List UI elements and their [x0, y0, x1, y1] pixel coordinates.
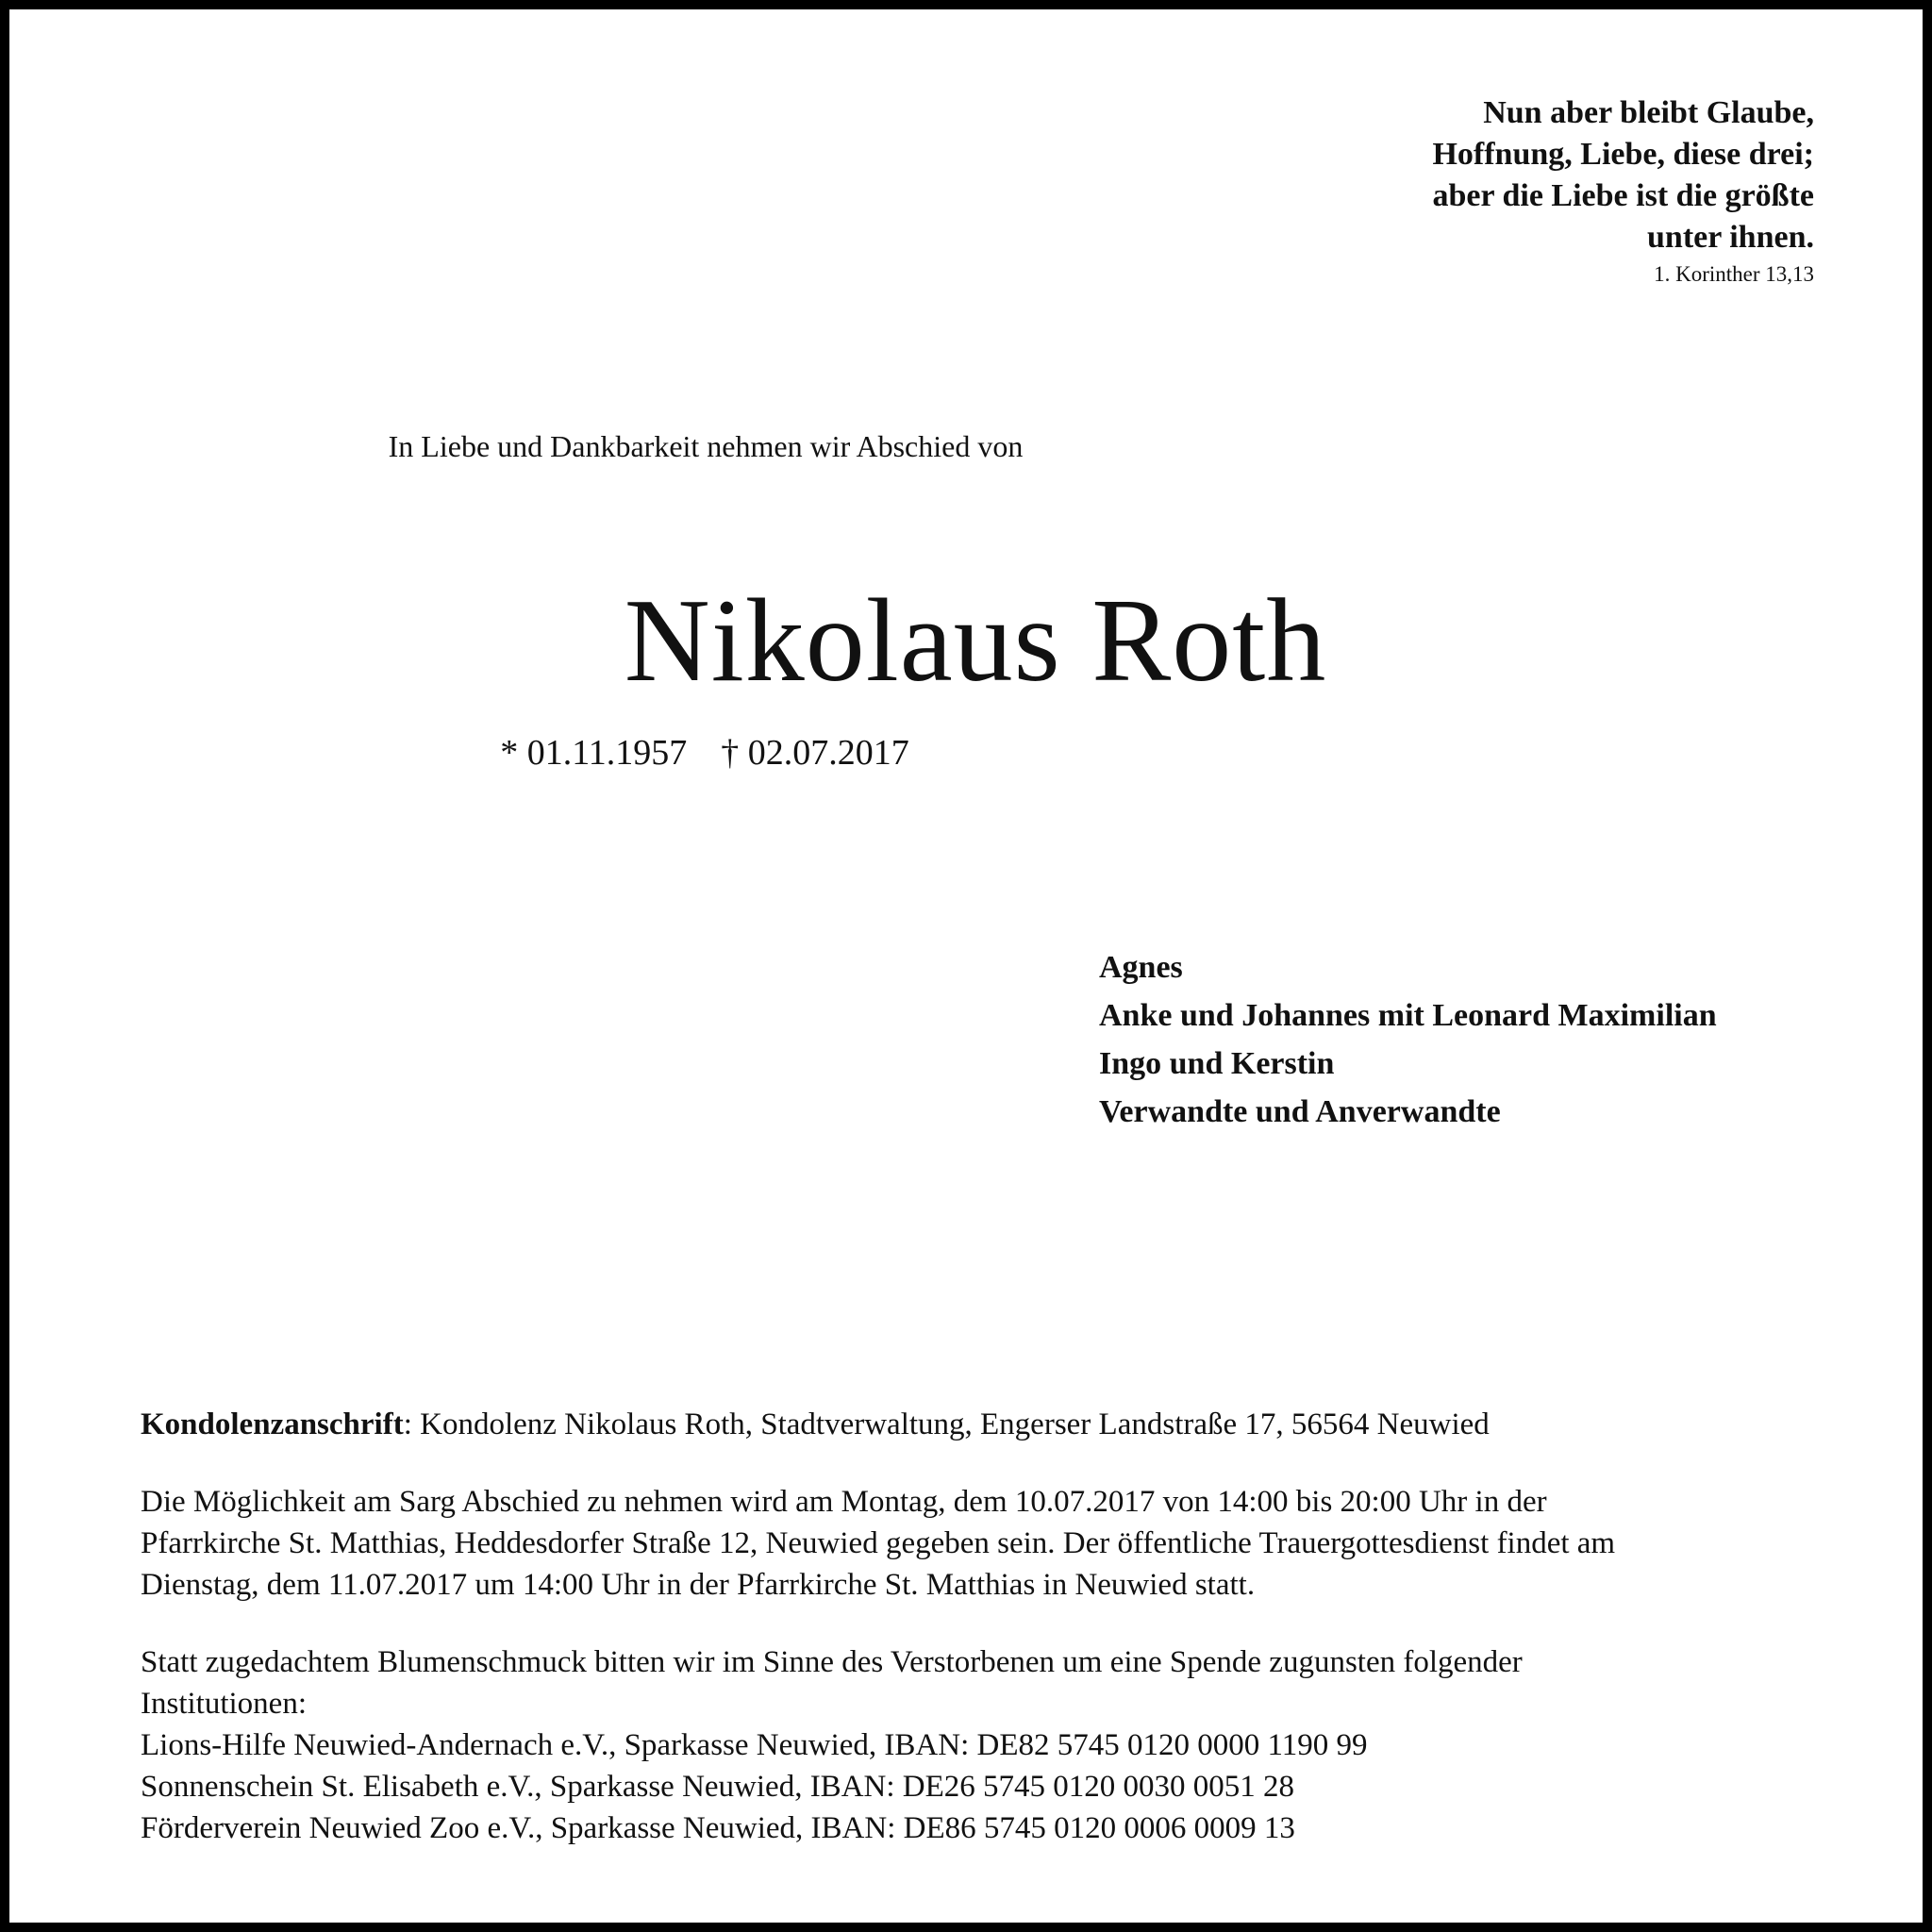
- verse-line: Hoffnung, Liebe, diese drei;: [1432, 137, 1814, 172]
- mourner-entry: Agnes: [1099, 950, 1183, 985]
- donation-institution: Lions-Hilfe Neuwied-Andernach e.V., Sparkasse Neuwied, IBAN: DE82 5745 0120 0000 1190 99: [141, 1728, 1368, 1762]
- notice-details: [141, 1404, 1839, 1849]
- verse-line: Nun aber bleibt Glaube,: [1483, 95, 1814, 130]
- mourner-entry: Verwandte und Anverwandte: [1099, 1094, 1501, 1129]
- condolence-text: : Kondolenz Nikolaus Roth, Stadtverwaltung, Engerser Landstraße 17, 56564 Neuwied: [403, 1407, 1490, 1441]
- viewing-line: Dienstag, dem 11.07.2017 um 14:00 Uhr in der Pfarrkirche St. Matthias in Neuwied statt.: [141, 1568, 1256, 1602]
- viewing-line: Pfarrkirche St. Matthias, Heddesdorfer Straße 12, Neuwied gegeben sein. Der öffentliche Trauergottesdienst findet am: [141, 1526, 1616, 1560]
- mourner-entry: Ingo und Kerstin: [1099, 1046, 1335, 1081]
- viewing-line: Die Möglichkeit am Sarg Abschied zu nehmen wird am Montag, dem 10.07.2017 von 14:00 bis 20:00 Uhr in der: [141, 1485, 1547, 1519]
- death-date: † 02.07.2017: [721, 733, 909, 773]
- mourner-entry: Anke und Johannes mit Leonard Maximilian: [1099, 998, 1717, 1033]
- birth-date: * 01.11.1957: [500, 733, 688, 773]
- donation-info: [141, 1641, 1839, 1849]
- condolence-label: Kondolenzanschrift: [141, 1407, 404, 1441]
- deceased-name-text: Nikolaus Roth: [624, 575, 1327, 707]
- intro-text: In Liebe und Dankbarkeit nehmen wir Abschied von: [388, 429, 1024, 463]
- bible-verse: [1432, 92, 1814, 289]
- verse-line: unter ihnen.: [1647, 220, 1814, 255]
- donation-intro-line: Institutionen:: [141, 1687, 307, 1721]
- verse-reference: 1. Korinther 13,13: [1654, 262, 1814, 286]
- viewing-info: [141, 1481, 1839, 1606]
- donation-institution: Förderverein Neuwied Zoo e.V., Sparkasse Neuwied, IBAN: DE86 5745 0120 0006 0009 13: [141, 1811, 1295, 1845]
- donation-intro-line: Statt zugedachtem Blumenschmuck bitten wir im Sinne des Verstorbenen um eine Spende zugunsten folgender: [141, 1645, 1523, 1679]
- life-dates: [9, 730, 1400, 775]
- deceased-name: [9, 571, 1932, 712]
- donation-institution: Sonnenschein St. Elisabeth e.V., Sparkasse Neuwied, IBAN: DE26 5745 0120 0030 0051 28: [141, 1770, 1295, 1804]
- mourners-list: [1099, 943, 1717, 1136]
- verse-line: aber die Liebe ist die größte: [1432, 178, 1814, 213]
- condolence-address: [141, 1404, 1839, 1445]
